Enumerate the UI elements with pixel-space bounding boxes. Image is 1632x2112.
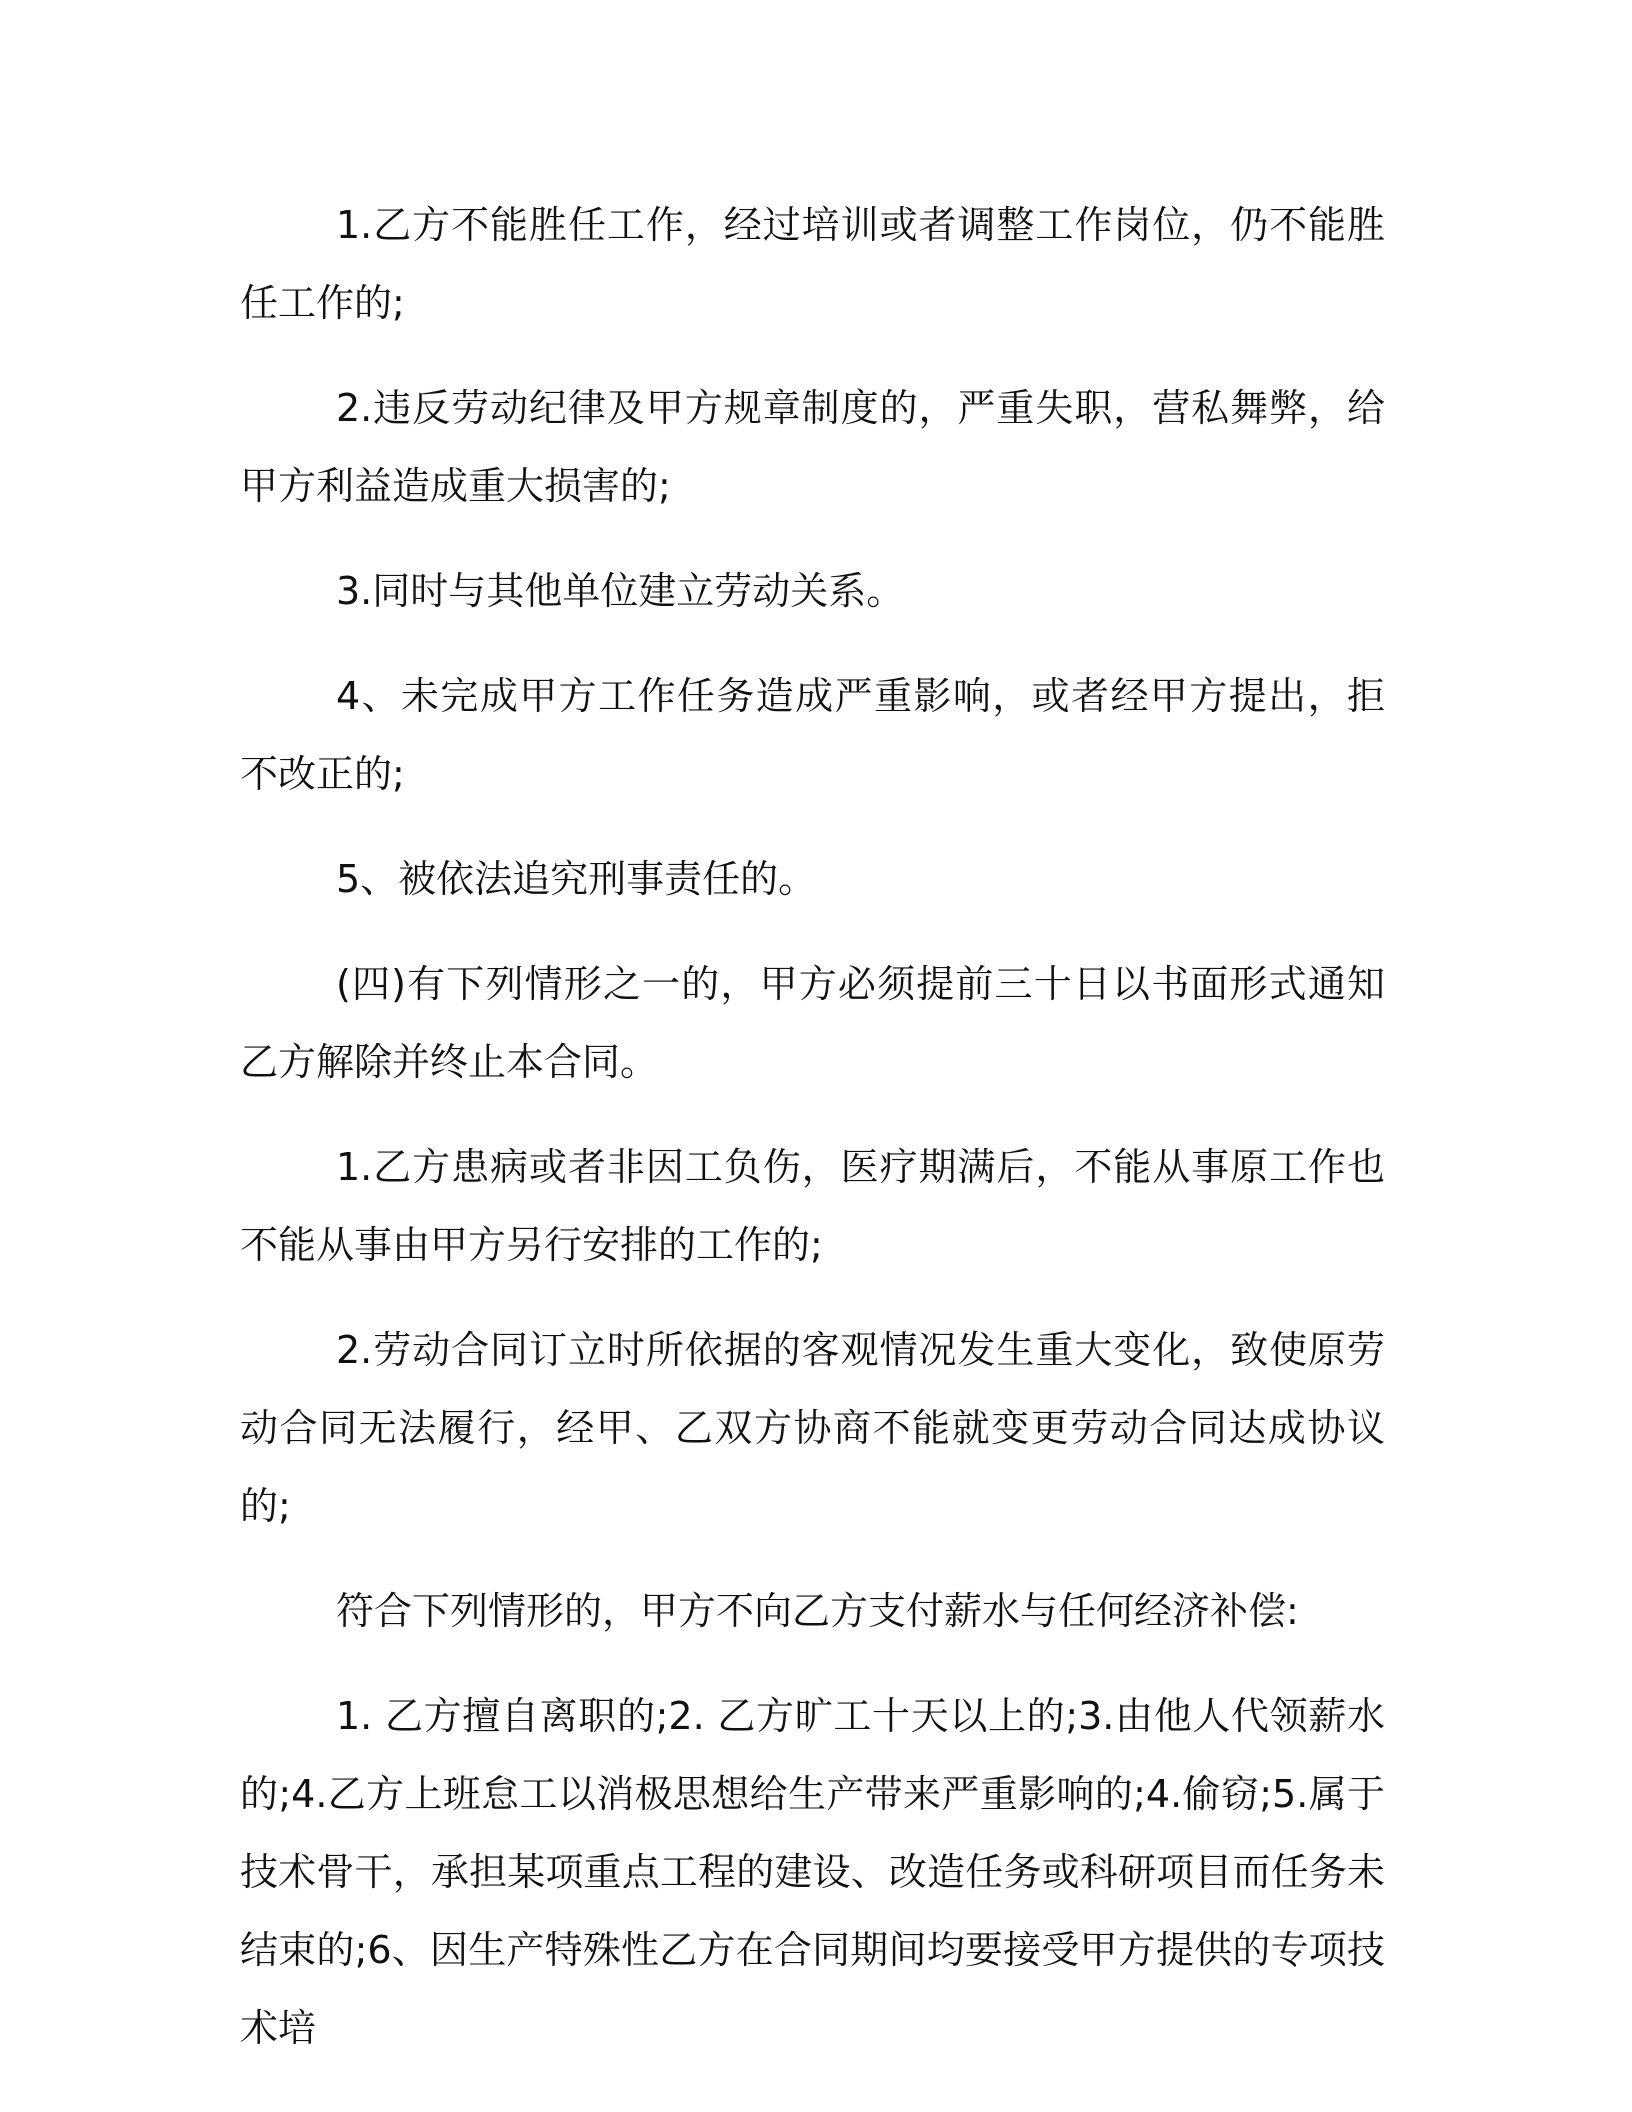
clause-paragraph: 5、被依法追究刑事责任的。 (336, 857, 817, 901)
intro-paragraph: 符合下列情形的，甲方不向乙方支付薪水与任何经济补偿: (336, 1589, 1299, 1633)
clause-paragraph: 4、未完成甲方工作任务造成严重影响，或者经甲方提出，拒不改正的; (240, 674, 1385, 796)
section-heading-paragraph: (四)有下列情形之一的，甲方必须提前三十日以书面形式通知乙方解除并终止本合同。 (240, 962, 1385, 1084)
clause-list-paragraph: 1. 乙方擅自离职的;2. 乙方旷工十天以上的;3.由他人代领薪水的;4.乙方上班怠工以消极思想给生产带来严重影响的;4.偷窃;5.属于技术骨干，承担某项重点工程的建设、改造任务或科研项目而任务未结束的;6、因生产特殊性乙方在合同期间均要接受甲方提供的专项技术培 (240, 1694, 1385, 2050)
clause-paragraph: 2.劳动合同订立时所依据的客观情况发生重大变化，致使原劳动合同无法履行，经甲、乙双方协商不能就变更劳动合同达成协议的; (240, 1328, 1385, 1528)
document-body (240, 186, 1385, 2067)
clause-paragraph: 3.同时与其他单位建立劳动关系。 (336, 569, 905, 613)
clause-paragraph: 2.违反劳动纪律及甲方规章制度的，严重失职，营私舞弊，给甲方利益造成重大损害的; (240, 386, 1385, 508)
clause-paragraph: 1.乙方患病或者非因工负伤，医疗期满后，不能从事原工作也不能从事由甲方另行安排的工作的; (240, 1145, 1385, 1267)
clause-paragraph: 1.乙方不能胜任工作，经过培训或者调整工作岗位，仍不能胜任工作的; (240, 203, 1385, 325)
